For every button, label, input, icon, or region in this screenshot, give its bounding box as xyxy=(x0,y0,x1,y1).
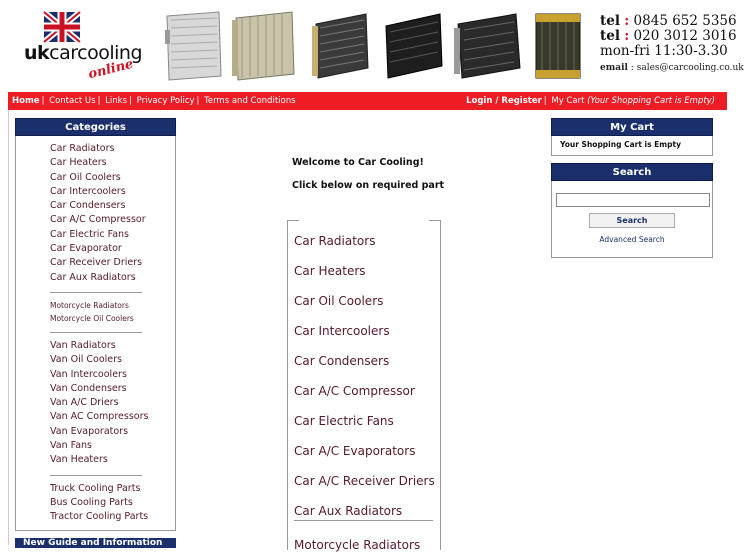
part-car-ac-evaporators[interactable]: Car A/C Evaporators xyxy=(294,444,416,458)
category-van-fans[interactable]: Van Fans xyxy=(50,440,93,452)
search-title: Search xyxy=(551,163,713,181)
category-tractor-cooling-parts[interactable]: Tractor Cooling Parts xyxy=(50,511,149,523)
search-button[interactable]: Search xyxy=(589,213,675,228)
search-body xyxy=(551,181,713,258)
category-car-radiators[interactable]: Car Radiators xyxy=(50,143,115,154)
category-list xyxy=(50,142,148,525)
my-cart-status: Your Shopping Cart is Empty xyxy=(551,136,713,156)
category-car-receiver-driers[interactable]: Car Receiver Driers xyxy=(50,257,143,269)
site-logo[interactable] xyxy=(24,12,144,82)
category-divider xyxy=(50,468,148,482)
nav-my-cart[interactable]: My Cart xyxy=(551,96,585,106)
nav-privacy-policy[interactable]: Privacy Policy xyxy=(136,96,195,106)
contact-tel-1: tel : 0845 652 5356 xyxy=(600,13,737,29)
radiator-image-4 xyxy=(380,10,448,82)
nav-links[interactable]: Links xyxy=(105,96,128,106)
radiator-image-6 xyxy=(528,10,586,82)
category-van-ac-compressors[interactable]: Van AC Compressors xyxy=(50,411,149,423)
category-motorcycle-radiators[interactable]: Motorcycle Radiators xyxy=(50,300,129,310)
category-motorcycle-oil-coolers[interactable]: Motorcycle Oil Coolers xyxy=(50,313,134,323)
nav-home[interactable]: Home xyxy=(12,96,40,106)
contact-hours: mon-fri 11:30-3.30 xyxy=(600,43,728,59)
part-divider xyxy=(294,520,433,521)
contact-info xyxy=(600,13,744,75)
site-header xyxy=(8,0,744,92)
part-car-aux-radiators[interactable]: Car Aux Radiators xyxy=(294,504,403,518)
search-input[interactable] xyxy=(556,193,710,207)
category-car-intercoolers[interactable]: Car Intercoolers xyxy=(50,185,126,197)
part-car-oil-coolers[interactable]: Car Oil Coolers xyxy=(294,294,384,308)
contact-email[interactable]: email : sales@carcooling.co.uk xyxy=(600,63,744,73)
part-car-radiators[interactable]: Car Radiators xyxy=(294,234,376,248)
nav-contact-us[interactable]: Contact Us xyxy=(49,96,96,106)
my-cart-box xyxy=(551,118,713,156)
categories-title: Categories xyxy=(15,118,176,136)
radiator-image-2 xyxy=(230,10,300,82)
nav-terms[interactable]: Terms and Conditions xyxy=(204,96,296,106)
radiator-image-5 xyxy=(454,10,524,82)
category-van-evaporators[interactable]: Van Evaporators xyxy=(50,425,129,437)
advanced-search-link[interactable]: Advanced Search xyxy=(599,235,665,244)
guide-info-box-title: New Guide and Information xyxy=(15,538,176,548)
category-van-intercoolers[interactable]: Van Intercoolers xyxy=(50,368,127,380)
union-jack-flag-icon xyxy=(44,12,80,42)
welcome-heading: Welcome to Car Cooling! xyxy=(292,157,424,168)
category-car-evaporator[interactable]: Car Evaporator xyxy=(50,243,122,255)
category-divider xyxy=(50,285,148,299)
category-van-heaters[interactable]: Van Heaters xyxy=(50,454,108,466)
contact-tel-2: tel : 020 3012 3016 xyxy=(600,28,737,44)
radiator-image-1 xyxy=(163,10,225,82)
part-selector-box xyxy=(287,220,441,550)
radiator-image-3 xyxy=(308,10,374,82)
category-van-ac-driers[interactable]: Van A/C Driers xyxy=(50,397,119,409)
categories-box xyxy=(15,118,176,531)
part-motorcycle-radiators[interactable]: Motorcycle Radiators xyxy=(294,538,421,552)
category-car-ac-compressor[interactable]: Car A/C Compressor xyxy=(50,214,146,226)
instruction-text: Click below on required part xyxy=(292,180,445,191)
category-divider xyxy=(50,325,148,339)
categories-body xyxy=(15,136,176,531)
search-box xyxy=(551,163,713,258)
category-van-radiators[interactable]: Van Radiators xyxy=(50,339,116,351)
part-list xyxy=(294,226,435,526)
part-car-condensers[interactable]: Car Condensers xyxy=(294,354,390,368)
logo-online: online xyxy=(86,56,135,83)
category-car-electric-fans[interactable]: Car Electric Fans xyxy=(50,228,129,240)
nav-cart-status: (Your Shopping Cart is Empty) xyxy=(587,96,715,106)
nav-login-register[interactable]: Login / Register xyxy=(466,96,542,106)
category-bus-cooling-parts[interactable]: Bus Cooling Parts xyxy=(50,496,133,508)
part-car-ac-compressor[interactable]: Car A/C Compressor xyxy=(294,384,415,398)
part-car-ac-receiver-driers[interactable]: Car A/C Receiver Driers xyxy=(294,474,435,488)
my-cart-title[interactable]: My Cart xyxy=(551,118,713,136)
category-truck-cooling-parts[interactable]: Truck Cooling Parts xyxy=(50,482,141,494)
nav-left-links: Home | Contact Us | Links | Privacy Policy | Terms and Conditions xyxy=(12,96,296,106)
category-car-condensers[interactable]: Car Condensers xyxy=(50,200,126,212)
part-car-heaters[interactable]: Car Heaters xyxy=(294,264,366,278)
part-car-intercoolers[interactable]: Car Intercoolers xyxy=(294,324,390,338)
top-nav-bar xyxy=(8,92,727,110)
category-van-condensers[interactable]: Van Condensers xyxy=(50,382,127,394)
part-car-electric-fans[interactable]: Car Electric Fans xyxy=(294,414,394,428)
nav-right-links: Login / Register | My Cart (Your Shopping Cart is Empty) xyxy=(466,96,715,106)
category-car-oil-coolers[interactable]: Car Oil Coolers xyxy=(50,171,121,183)
category-car-aux-radiators[interactable]: Car Aux Radiators xyxy=(50,271,136,283)
category-van-oil-coolers[interactable]: Van Oil Coolers xyxy=(50,354,122,366)
logo-wordmark: ukcarcooling xyxy=(24,42,143,64)
category-car-heaters[interactable]: Car Heaters xyxy=(50,157,107,169)
